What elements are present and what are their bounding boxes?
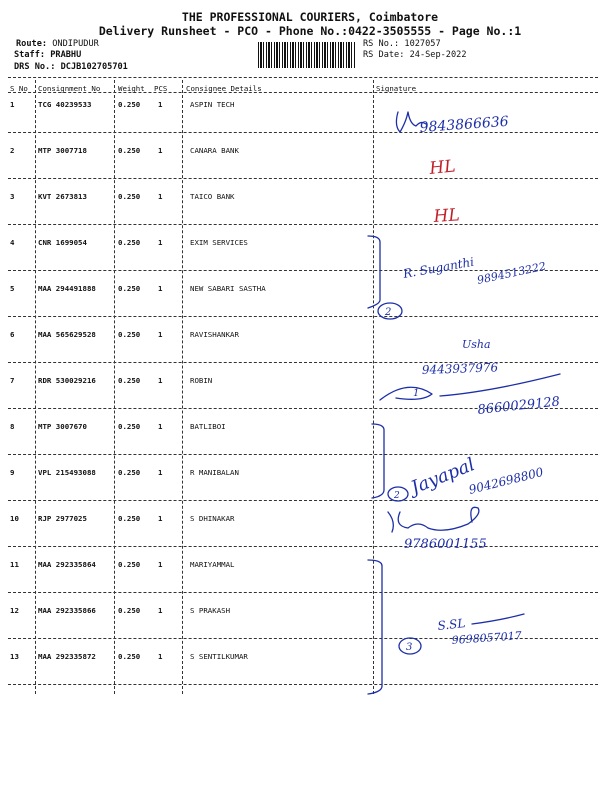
handwritten-count: 1 (413, 388, 420, 399)
col-header-sno: S No (10, 84, 28, 93)
cell-consignee: BATLIBOI (190, 422, 226, 431)
col-header-weight: Weight (118, 84, 145, 93)
handwritten-phone: 8660029128 (476, 394, 561, 418)
handwritten-phone: 9443937976 (421, 360, 499, 377)
cell-consignee: TAICO BANK (190, 192, 235, 201)
cell-weight: 0.250 (118, 514, 141, 523)
cell-weight: 0.250 (118, 560, 141, 569)
cell-consignment: MAA 294491888 (38, 284, 96, 293)
rs-no-value: 1027057 (404, 39, 441, 49)
cell-sno: 9 (10, 468, 15, 477)
col-header-pcs: PCS (154, 84, 168, 93)
cell-consignment: MAA 292335866 (38, 606, 96, 615)
cell-pcs: 1 (158, 514, 163, 523)
cell-weight: 0.250 (118, 606, 141, 615)
scribble-mark (472, 614, 524, 624)
cell-consignment: KVT 2673813 (38, 192, 87, 201)
cell-pcs: 1 (158, 606, 163, 615)
handwritten-mark: HL (432, 205, 461, 227)
group-bracket (368, 560, 382, 694)
cell-sno: 6 (10, 330, 15, 339)
handwritten-name: S.SL (436, 616, 466, 633)
cell-sno: 4 (10, 238, 15, 247)
runsheet-subtitle: Delivery Runsheet - PCO - Phone No.:0422-3505555 - Page No.:1 (98, 24, 522, 38)
cell-pcs: 1 (158, 560, 163, 569)
cell-pcs: 1 (158, 652, 163, 661)
cell-consignee: ROBIN (190, 376, 213, 385)
cell-consignee: R MANIBALAN (190, 468, 239, 477)
cell-weight: 0.250 (118, 468, 141, 477)
handwritten-name: Jayapal (408, 454, 478, 499)
cell-sno: 12 (10, 606, 19, 615)
cell-consignment: TCG 40239533 (38, 100, 92, 109)
group-bracket (372, 424, 384, 498)
cell-pcs: 1 (158, 422, 163, 431)
cell-sno: 3 (10, 192, 15, 201)
cell-pcs: 1 (158, 330, 163, 339)
drs-label: DRS No.: (14, 62, 56, 72)
cell-pcs: 1 (158, 468, 163, 477)
cell-consignment: MAA 292335872 (38, 652, 96, 661)
drs-value: DCJB102705701 (60, 62, 128, 72)
cell-weight: 0.250 (118, 284, 141, 293)
cell-sno: 7 (10, 376, 15, 385)
cell-sno: 13 (10, 652, 19, 661)
cell-sno: 11 (10, 560, 19, 569)
cell-consignment: MTP 3007718 (38, 146, 87, 155)
cell-consignee: RAVISHANKAR (190, 330, 239, 339)
cell-pcs: 1 (158, 376, 163, 385)
route-value: ONDIPUDUR (52, 39, 99, 49)
cell-pcs: 1 (158, 238, 163, 247)
route-label: Route: (16, 39, 48, 49)
cell-pcs: 1 (158, 192, 163, 201)
cell-consignment: MAA 565629528 (38, 330, 96, 339)
handwritten-phone: 9042698800 (467, 464, 545, 497)
cell-consignee: CANARA BANK (190, 146, 239, 155)
cell-consignment: RJP 2977025 (38, 514, 87, 523)
cell-consignee: EXIM SERVICES (190, 238, 248, 247)
cell-sno: 8 (10, 422, 15, 431)
cell-weight: 0.250 (118, 238, 141, 247)
cell-sno: 5 (10, 284, 15, 293)
handwritten-phone: 9786001155 (404, 537, 487, 552)
cell-consignment: CNR 1699054 (38, 238, 87, 247)
staff-label: Staff: (14, 50, 46, 60)
cell-consignee: S PRAKASH (190, 606, 231, 615)
cell-sno: 2 (10, 146, 15, 155)
handwritten-mark: HL (428, 156, 457, 179)
staff-value: PRABHU (50, 50, 82, 60)
handwritten-count: 2 (394, 491, 400, 501)
cell-pcs: 1 (158, 146, 163, 155)
cell-consignment: MAA 292335864 (38, 560, 96, 569)
handwritten-count: 3 (406, 642, 413, 653)
cell-consignee: S SENTILKUMAR (190, 652, 248, 661)
cell-consignment: VPL 215493088 (38, 468, 96, 477)
scribble-mark (380, 374, 560, 400)
handwritten-phone: 9843866636 (419, 113, 510, 136)
cell-weight: 0.250 (118, 376, 141, 385)
scribble-mark (388, 507, 479, 532)
cell-pcs: 1 (158, 100, 163, 109)
handwritten-phone: 9698057017 (451, 629, 523, 647)
cell-consignee: MARIYAMMAL (190, 560, 235, 569)
handwritten-name: R. Suganthi (402, 254, 476, 281)
cell-pcs: 1 (158, 284, 163, 293)
cell-consignee: NEW SABARI SASTHA (190, 284, 266, 293)
cell-sno: 1 (10, 100, 15, 109)
cell-consignment: MTP 3007670 (38, 422, 87, 431)
handwritten-name: Usha (462, 338, 491, 351)
handwritten-phone: 9894513222 (475, 259, 548, 287)
cell-weight: 0.250 (118, 100, 141, 109)
cell-weight: 0.250 (118, 652, 141, 661)
col-header-consignee: Consignee Details (186, 84, 262, 93)
col-header-consignment: Consignment No (38, 84, 101, 93)
cell-weight: 0.250 (118, 192, 141, 201)
cell-consignee: ASPIN TECH (190, 100, 235, 109)
company-title: THE PROFESSIONAL COURIERS, Coimbatore (181, 10, 439, 24)
rs-date-value: 24-Sep-2022 (409, 50, 467, 60)
rs-date-label: RS Date: (363, 50, 405, 60)
rs-no-label: RS No.: (363, 39, 400, 49)
group-bracket (368, 236, 380, 308)
cell-consignee: S DHINAKAR (190, 514, 235, 523)
cell-weight: 0.250 (118, 330, 141, 339)
cell-weight: 0.250 (118, 422, 141, 431)
cell-consignment: RDR 530029216 (38, 376, 96, 385)
handwritten-count: 2 (385, 307, 392, 318)
cell-sno: 10 (10, 514, 19, 523)
cell-weight: 0.250 (118, 146, 141, 155)
col-header-signature: Signature (376, 84, 417, 93)
